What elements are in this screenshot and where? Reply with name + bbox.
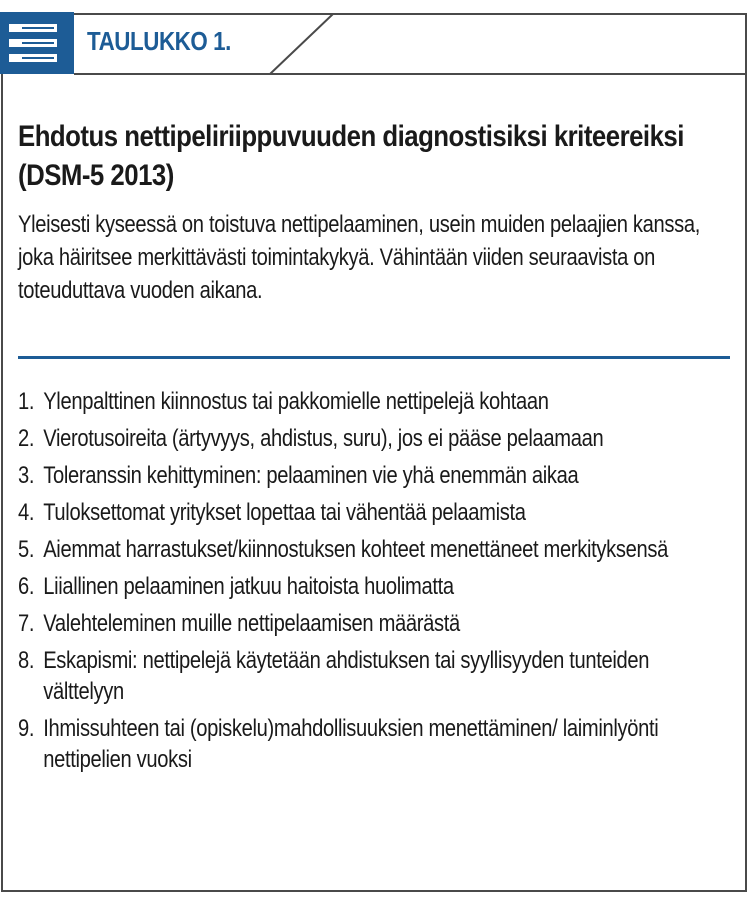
- intro-text: Yleisesti kyseessä on toistuva nettipelaaminen, usein muiden pelaajien kanssa, joka häiritsee merkittävästi toimintakykyä. Vähintään viiden seuraavista on toteuduttava vuoden aikana.: [18, 211, 701, 304]
- header-tab-top: [333, 14, 746, 74]
- item-number: 5.: [18, 536, 35, 563]
- item-text: Tuloksettomat yritykset lopettaa tai vähentää pelaamista: [43, 499, 526, 526]
- item-number: 9.: [18, 715, 35, 742]
- list-item: [18, 571, 724, 602]
- item-text: Ylenpalttinen kiinnostus tai pakkomielle nettipelejä kohtaan: [43, 388, 549, 415]
- item-text: Eskapismi: nettipelejä käytetään ahdistuksen tai syyllisyyden tunteiden välttelyyn: [43, 647, 650, 705]
- list-item: [18, 608, 724, 639]
- item-number: 1.: [18, 388, 35, 415]
- item-number: 8.: [18, 647, 35, 674]
- criteria-list: [18, 386, 724, 781]
- item-text: Valehteleminen muille nettipelaamisen määrästä: [43, 610, 460, 637]
- list-item: [18, 423, 724, 454]
- list-item: [18, 534, 724, 565]
- item-text: Vierotusoireita (ärtyvyys, ahdistus, suru), jos ei pääse pelaamaan: [43, 425, 604, 452]
- list-item: [18, 645, 724, 707]
- list-item: [18, 460, 724, 491]
- item-text: Toleranssin kehittyminen: pelaaminen vie yhä enemmän aikaa: [43, 462, 579, 489]
- item-number: 2.: [18, 425, 35, 452]
- list-item: [18, 386, 724, 417]
- divider: [18, 356, 730, 359]
- item-number: 3.: [18, 462, 35, 489]
- item-text: Ihmissuhteen tai (opiskelu)mahdollisuuksien menettäminen/ laiminlyönti nettipelien vuoksi: [43, 715, 659, 773]
- item-number: 7.: [18, 610, 35, 637]
- table-title: Ehdotus nettipeliriippuvuuden diagnostisiksi kriteereiksi (DSM-5 2013): [18, 120, 684, 192]
- list-item: [18, 713, 724, 775]
- item-text: Liiallinen pelaaminen jatkuu haitoista huolimatta: [43, 573, 454, 600]
- list-item: [18, 497, 724, 528]
- item-number: 6.: [18, 573, 35, 600]
- item-number: 4.: [18, 499, 35, 526]
- item-text: Aiemmat harrastukset/kiinnostuksen kohteet menettäneet merkityksensä: [43, 536, 669, 563]
- table-label: TAULUKKO 1.: [87, 26, 231, 56]
- table-list-icon: [0, 12, 74, 74]
